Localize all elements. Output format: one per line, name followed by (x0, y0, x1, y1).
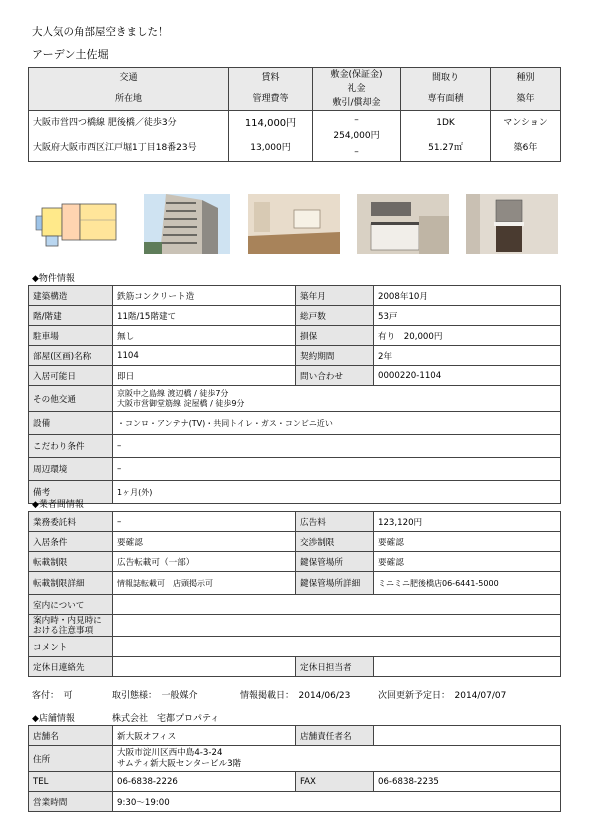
summary-value-row (29, 111, 561, 162)
table-row (29, 572, 561, 595)
table-row (29, 532, 561, 552)
holiday-contact-value (113, 657, 296, 677)
row-value: 鉄筋コンクリート造 (113, 286, 296, 306)
row-label: 問い合わせ (296, 366, 374, 386)
equipment-label: 設備 (29, 412, 113, 435)
summary-table (28, 67, 561, 162)
table-row (29, 512, 561, 532)
row-value: 11階/15階建て (113, 306, 296, 326)
header-traffic-address (29, 68, 229, 111)
tel-label: TEL (29, 772, 113, 792)
other-traffic-label: その他交通 (29, 386, 113, 412)
value-rent: 114,000円 (244, 118, 297, 129)
row-value: – (113, 512, 296, 532)
table-row (29, 615, 561, 637)
value-key-money: 254,000円 (333, 131, 380, 141)
shop-name-value: 新大阪オフィス (113, 726, 296, 746)
row-value: 広告転載可（一部） (113, 552, 296, 572)
value-deposit-group (313, 111, 401, 162)
table-row (29, 792, 561, 812)
row-label: 転載制限 (29, 552, 113, 572)
kodawari-label: こだわり条件 (29, 435, 113, 458)
header-traffic: 交通 (119, 73, 138, 83)
agent-info-heading: ◆業者間情報 (32, 500, 84, 510)
property-info-table (28, 285, 561, 504)
row-label: 鍵保管場所 (296, 552, 374, 572)
table-row (29, 726, 561, 746)
caution-label-line: おける注意事項 (33, 625, 94, 636)
fax-label: FAX (296, 772, 374, 792)
viewing-value (113, 595, 561, 615)
kodawari-value: – (113, 435, 561, 458)
table-row (29, 306, 561, 326)
agent-info-table (28, 511, 561, 677)
value-traffic: 大阪市営四つ橋線 肥後橋／徒歩3分 (33, 118, 177, 128)
header-layout: 間取り (431, 73, 459, 83)
row-label: 入居可能日 (29, 366, 113, 386)
row-value: ミニミニ肥後橋店06-6441-5000 (374, 572, 561, 595)
row-label: 建築構造 (29, 286, 113, 306)
value-age: 築6年 (513, 143, 538, 153)
shop-info-heading: ◆店舗情報 (32, 714, 75, 724)
value-mgmt: 13,000円 (250, 143, 291, 153)
comment-value (113, 637, 561, 657)
hours-value: 9:30～19:00 (113, 792, 561, 812)
kyakuzuke-text: 客付： 可 (32, 691, 73, 701)
row-value: 0000220-1104 (374, 366, 561, 386)
table-row (29, 346, 561, 366)
row-label: 階/階建 (29, 306, 113, 326)
row-label: 駐車場 (29, 326, 113, 346)
row-value: 53戸 (374, 306, 561, 326)
header-rent: 賃料 (261, 73, 280, 83)
viewing-label: 室内について (29, 595, 113, 615)
table-row (29, 481, 561, 504)
value-type-age (491, 111, 561, 162)
floor-plan-image (34, 194, 126, 254)
value-address: 大阪府大阪市西区江戸堀1丁目18番23号 (33, 143, 197, 153)
header-type-age (491, 68, 561, 111)
table-row (29, 412, 561, 435)
shop-info-table (28, 725, 561, 812)
header-layout-area (401, 68, 491, 111)
caution-label-line: 案内時・内見時に (33, 615, 102, 626)
property-info-heading: ◆物件情報 (32, 274, 75, 284)
living-room-photo (248, 194, 340, 254)
row-label: 契約期間 (296, 346, 374, 366)
row-value: 2008年10月 (374, 286, 561, 306)
surround-value: – (113, 458, 561, 481)
row-label: 損保 (296, 326, 374, 346)
property-name: アーデン土佐堀 (32, 48, 109, 61)
shop-address-line: サムティ新大阪センタービル3階 (117, 758, 242, 769)
value-layout-area (401, 111, 491, 162)
table-row (29, 746, 561, 772)
hours-label: 営業時間 (29, 792, 113, 812)
value-traffic-address (29, 111, 229, 162)
table-row (29, 386, 561, 412)
header-area: 専有面積 (427, 94, 464, 104)
holiday-contact-label: 定休日連絡先 (29, 657, 113, 677)
table-row (29, 772, 561, 792)
summary-header-row (29, 68, 561, 111)
table-row (29, 657, 561, 677)
shop-name-label: 店舗名 (29, 726, 113, 746)
other-traffic-line: 京阪中之島線 渡辺橋 / 徒歩7分 (117, 388, 229, 398)
table-row (29, 326, 561, 346)
row-label: 広告料 (296, 512, 374, 532)
fax-value: 06-6838-2235 (374, 772, 561, 792)
row-label: 交渉制限 (296, 532, 374, 552)
value-refund: – (354, 147, 359, 157)
building-exterior-photo (144, 194, 230, 254)
row-label: 築年月 (296, 286, 374, 306)
row-label: 鍵保管場所詳細 (296, 572, 374, 595)
published-date: 情報掲載日： 2014/06/23 (240, 691, 351, 701)
row-value: 即日 (113, 366, 296, 386)
value-deposit: – (354, 115, 359, 125)
header-deposit-label: 敷金(保証金) (330, 70, 383, 80)
header-mgmt: 管理費等 (252, 94, 289, 104)
surround-label: 周辺環境 (29, 458, 113, 481)
value-rent-mgmt (229, 111, 313, 162)
header-address: 所在地 (114, 94, 142, 104)
shop-address-line: 大阪市淀川区西中島4-3-24 (117, 747, 223, 758)
row-label: 入居条件 (29, 532, 113, 552)
comment-label: コメント (29, 637, 113, 657)
shop-manager-label: 店舗責任者名 (296, 726, 374, 746)
shop-manager-value (374, 726, 561, 746)
next-update-date: 次回更新予定日： 2014/07/07 (378, 691, 507, 701)
table-row (29, 552, 561, 572)
other-traffic-value (113, 386, 561, 412)
row-label: 部屋(区画)名称 (29, 346, 113, 366)
value-type: マンション (503, 118, 548, 128)
row-value: 1104 (113, 346, 296, 366)
equipment-value: ・コンロ・アンテナ(TV)・共同トイレ・ガス・コンビニ近い (113, 412, 561, 435)
kitchen-photo (357, 194, 449, 254)
row-label: 転載制限詳細 (29, 572, 113, 595)
table-row (29, 286, 561, 306)
company-name: 株式会社 宅都プロパティ (112, 714, 220, 724)
row-value: 要確認 (374, 532, 561, 552)
header-rent-mgmt (229, 68, 313, 111)
table-row (29, 595, 561, 615)
table-row (29, 637, 561, 657)
notes-label: 備考 (29, 481, 113, 504)
table-row (29, 458, 561, 481)
caution-label (29, 615, 113, 637)
torihiki-text: 取引態様： 一般媒介 (112, 691, 198, 701)
shop-address-value (113, 746, 561, 772)
header-refund: 敷引/償却金 (332, 98, 381, 108)
holiday-staff-value (374, 657, 561, 677)
row-label: 総戸数 (296, 306, 374, 326)
header-type: 種別 (516, 73, 535, 83)
row-value: 123,120円 (374, 512, 561, 532)
tel-value: 06-6838-2226 (113, 772, 296, 792)
other-traffic-line: 大阪市営御堂筋線 淀屋橋 / 徒歩9分 (117, 398, 245, 408)
row-value: 無し (113, 326, 296, 346)
headline: 大人気の角部屋空きました！ (32, 26, 169, 38)
row-value: 2年 (374, 346, 561, 366)
table-row (29, 366, 561, 386)
notes-value: 1ヶ月(外) (113, 481, 561, 504)
header-age: 築年 (516, 94, 535, 104)
row-value: 要確認 (113, 532, 296, 552)
caution-value (113, 615, 561, 637)
row-value: 要確認 (374, 552, 561, 572)
row-value: 有り 20,000円 (374, 326, 561, 346)
header-deposit (313, 68, 401, 111)
value-area: 51.27㎡ (428, 143, 463, 153)
washroom-photo (466, 194, 558, 254)
table-row (29, 435, 561, 458)
row-value: 情報誌転載可 店頭掲示可 (113, 572, 296, 595)
row-label: 業務委託料 (29, 512, 113, 532)
holiday-staff-label: 定休日担当者 (296, 657, 374, 677)
shop-address-label: 住所 (29, 746, 113, 772)
value-layout: 1DK (436, 118, 455, 128)
header-key-money: 礼金 (347, 84, 366, 94)
